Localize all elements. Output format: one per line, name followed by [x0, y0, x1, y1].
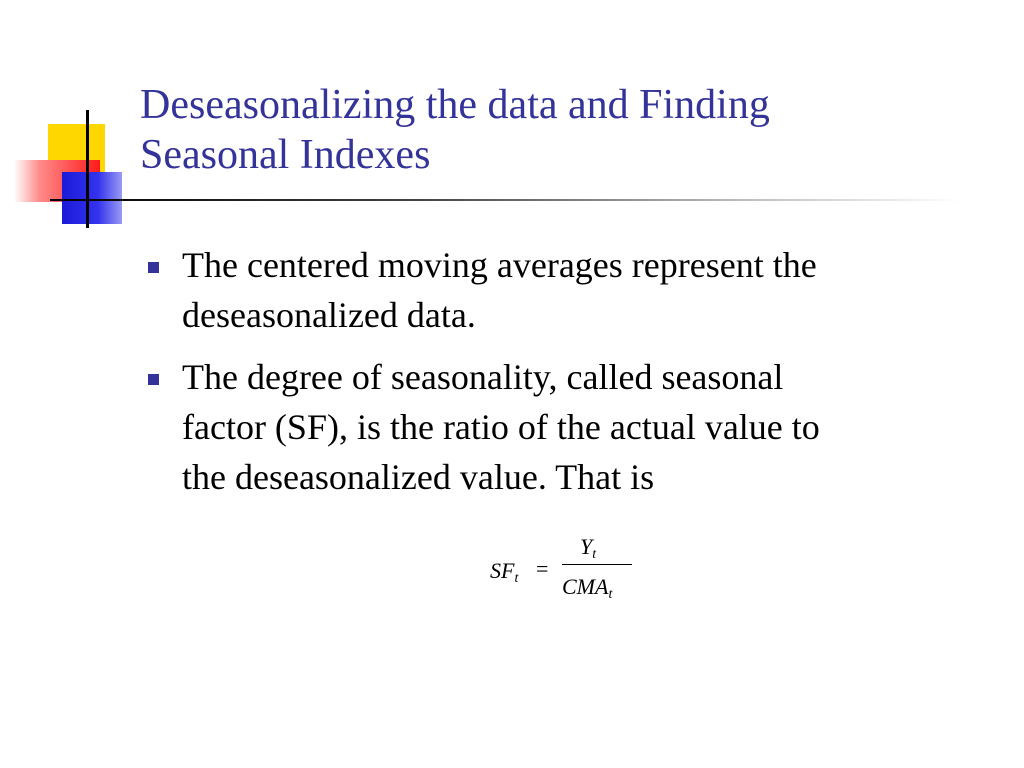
decorative-logo	[0, 0, 140, 240]
bullet-line: the deseasonalized value. That is	[182, 457, 655, 497]
bullet-item	[140, 240, 1000, 340]
formula-equals: =	[536, 556, 549, 581]
logo-blue-square	[62, 172, 122, 224]
formula-lhs-symbol: SF	[490, 558, 515, 583]
bullet-line: The degree of seasonality, called seasonal	[182, 357, 784, 397]
slide-title	[140, 80, 1000, 180]
logo-vertical-line	[86, 110, 89, 228]
bullet-text	[182, 352, 1000, 502]
formula-lhs-subscript: t	[514, 571, 519, 586]
bullet-line: factor (SF), is the ratio of the actual value to	[182, 407, 820, 447]
formula-fraction-bar	[562, 564, 632, 565]
bullet-text	[182, 240, 1000, 340]
bullet-item	[140, 352, 1000, 502]
formula-lhs	[490, 558, 518, 587]
title-line: Seasonal Indexes	[140, 132, 431, 178]
bullet-list	[140, 240, 1000, 514]
formula-denominator-symbol: CMA	[562, 574, 609, 599]
title-line: Deseasonalizing the data and Finding	[140, 82, 770, 128]
bullet-square-icon	[148, 262, 159, 273]
title-divider	[62, 199, 962, 201]
formula-denominator-subscript: t	[608, 587, 613, 602]
seasonal-factor-formula	[490, 534, 650, 614]
bullet-square-icon	[148, 374, 159, 385]
bullet-line: deseasonalized data.	[182, 295, 476, 335]
formula-numerator	[580, 534, 596, 563]
formula-numerator-symbol: Y	[580, 534, 593, 559]
formula-denominator	[562, 574, 612, 603]
formula-numerator-subscript: t	[592, 547, 597, 562]
bullet-line: The centered moving averages represent the	[182, 245, 817, 285]
